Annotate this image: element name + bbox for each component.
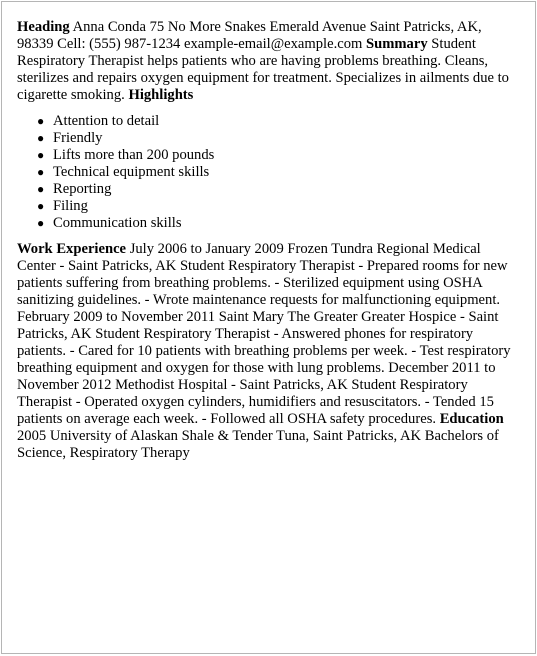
list-item xyxy=(37,198,521,215)
header-paragraph xyxy=(17,19,521,104)
education-text: 2005 University of Alaskan Shale & Tender Tuna, Saint Patricks, AK Bachelors of Science, Respiratory Therapy xyxy=(17,428,499,461)
list-item xyxy=(37,147,521,164)
bullet-icon: ● xyxy=(37,216,45,230)
bullet-icon: ● xyxy=(37,199,45,213)
experience-paragraph xyxy=(17,241,521,462)
highlights-label: Highlights xyxy=(128,87,194,103)
list-item xyxy=(37,130,521,147)
list-item xyxy=(37,181,521,198)
bullet-icon: ● xyxy=(37,148,45,162)
highlight-text: Friendly xyxy=(53,130,103,146)
education-label: Education xyxy=(439,411,504,427)
summary-label: Summary xyxy=(366,36,428,52)
bullet-icon: ● xyxy=(37,165,45,179)
heading-label: Heading xyxy=(17,19,70,35)
highlight-text: Reporting xyxy=(53,181,112,197)
work-experience-label: Work Experience xyxy=(17,241,127,257)
bullet-icon: ● xyxy=(37,114,45,128)
list-item xyxy=(37,113,521,130)
bullet-icon: ● xyxy=(37,131,45,145)
highlight-text: Communication skills xyxy=(53,215,182,231)
resume-page xyxy=(1,1,536,654)
heading-text: Anna Conda 75 No More Snakes Emerald Avenue Saint Patricks, AK, 98339 Cell: (555) 987-1234 example-email@example.com xyxy=(17,19,482,52)
list-item xyxy=(37,215,521,232)
highlight-text: Lifts more than 200 pounds xyxy=(53,147,215,163)
highlight-text: Filing xyxy=(53,198,88,214)
summary-text: Student Respiratory Therapist helps patients who are having problems breathing. Cleans, sterilizes and repairs oxygen equipment for treatment. Specializes in ailments due to cigarette smoking. xyxy=(17,36,509,103)
highlights-list xyxy=(17,113,521,232)
work-experience-text: July 2006 to January 2009 Frozen Tundra Regional Medical Center - Saint Patricks, AK Student Respiratory Therapist - Prepared rooms for new patients suffering from breathing problems. - Sterilized equipment using OSHA sanitizing guidelines. - Wrote maintenance requests for malfunctioning equipment. February 2009 to November 2011 Saint Mary The Greater Greater Hospice - Saint Patricks, AK Student Respiratory Therapist - Answered phones for respiratory patients. - Cared for 10 patients with breathing problems per week. - Test respiratory breathing equipment and oxygen for those with lung problems. December 2011 to November 2012 Methodist Hospital - Saint Patricks, AK Student Respiratory Therapist - Operated oxygen cylinders, humidifiers and resuscitators. - Tended 15 patients on average each week. - Followed all OSHA safety procedures. xyxy=(17,241,511,427)
highlight-text: Attention to detail xyxy=(53,113,160,129)
bullet-icon: ● xyxy=(37,182,45,196)
list-item xyxy=(37,164,521,181)
highlight-text: Technical equipment skills xyxy=(53,164,210,180)
